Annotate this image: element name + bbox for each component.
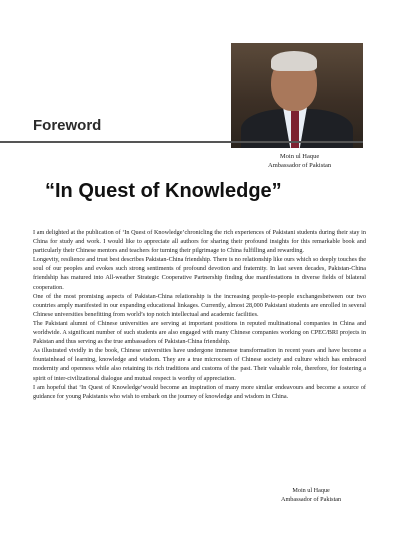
heading-divider: [0, 141, 363, 143]
paragraph: As illustrated vividly in the book, Chinese universities have undergone immense transformation in recent years and have become a fountainhead of learning, knowledge and wisdom. They are a true microcosm of Chinese society and culture which has embraced modernity and openness while also retaining its rich traditions and customs of the past. Their valuable role, therefore, for fostering a spirit of inter-civilizational dialogue and mutual respect is worthy of appreciation.: [33, 347, 366, 382]
paragraph: The Pakistani alumni of Chinese universities are serving at important positions in reputed multinational companies in China and worldwide. A significant number of such students are also engaged with many Chinese companies working on CPEC/BRI projects in Pakistan and thus serving as the true ambassadors of Pakistan-China friendship.: [33, 319, 366, 346]
ambassador-portrait: [231, 43, 363, 148]
page-title: “In Quest of Knowledge”: [45, 180, 282, 202]
paragraph: I am hopeful that ‘In Quest of Knowledge’would become an inspiration of many more similar endeavours and become a source of guidance for young Pakistanis who wish to embark on the journey of knowledge and wisdom in China.: [33, 383, 366, 400]
author-name: Moin ul Haque: [279, 153, 320, 160]
signature-title: Ambassador of Pakistan: [281, 496, 342, 503]
section-heading: Foreword: [33, 117, 102, 134]
header-signature: [268, 152, 331, 170]
signature-name: Moin ul Haque: [292, 487, 330, 494]
closing-signature: [281, 486, 341, 504]
paragraph: I am delighted at the publication of ‘In Quest of Knowledge’chronicling the rich experiences of Pakistani students during their stay in China for study and work. I would like to appreciate all authors for sharing their profound insights for this remarkable book and particularly their Chinese mentors and teachers for turning their pilgrimage to China fulfilling and rewarding.: [33, 229, 366, 255]
author-title: Ambassador of Pakistan: [268, 162, 332, 169]
foreword-body: [33, 228, 366, 401]
paragraph: One of the most promising aspects of Pakistan-China relationship is the increasing people-to-people exchangesbetween our two countries amply manifested in our expanding educational linkages. Currently, almost 28,000 Pakistani students are enrolled in several Chinese universities benefitting from world’s top notch intellectual and academic facilities.: [33, 292, 366, 318]
paragraph: Longevity, resilience and trust best describes Pakistan-China friendship. There is no relationship like ours which so deeply touches the soul of our peoples and evokes such strong sentiments of profound devotion and fraternity. In last seven decades, Pakistan-China friendship has matured into All-weather Strategic Cooperative Partnership finding due manifestations in diverse fields of bilateral cooperation.: [33, 256, 366, 291]
